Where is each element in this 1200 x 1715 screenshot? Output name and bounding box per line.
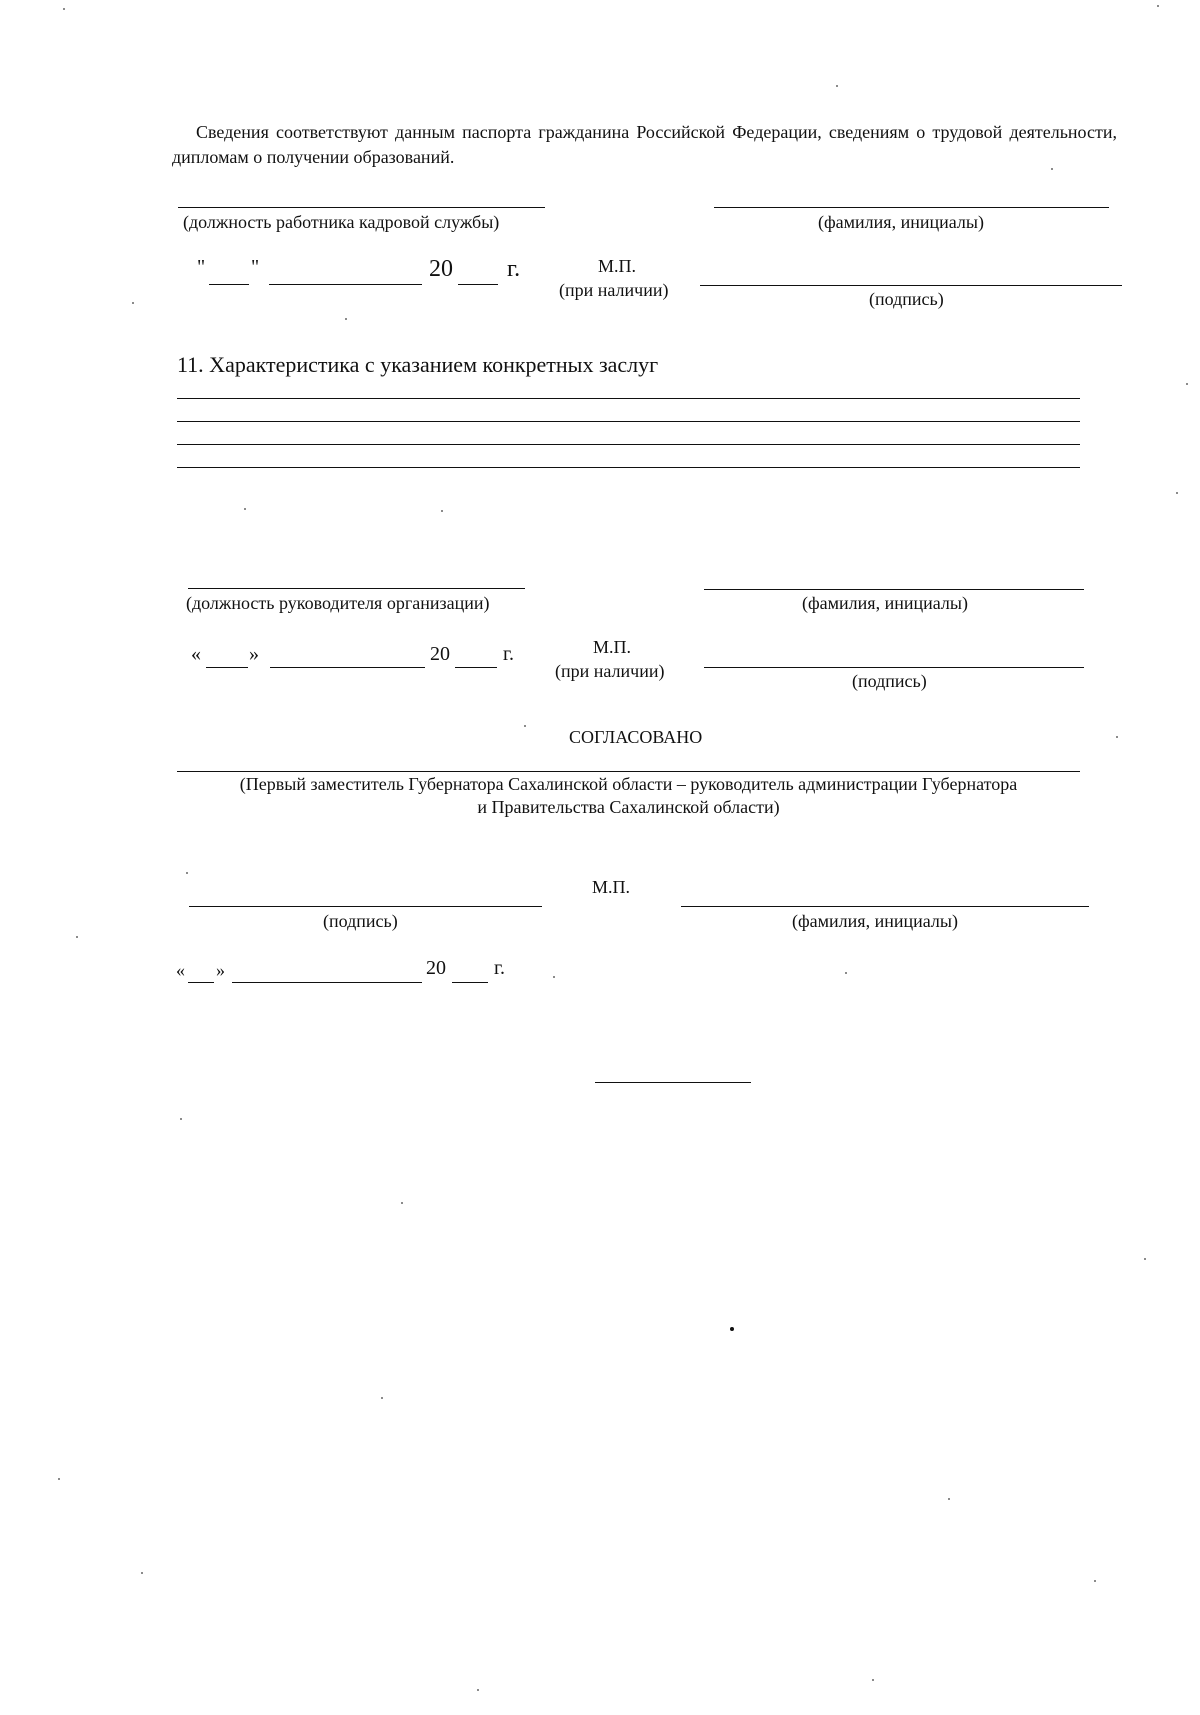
scan-speck bbox=[845, 972, 847, 974]
scan-speck bbox=[63, 8, 65, 10]
approval-name-caption: (фамилия, инициалы) bbox=[792, 911, 958, 931]
scan-speck bbox=[1176, 492, 1178, 494]
head-position-caption: (должность руководителя организации) bbox=[186, 593, 490, 613]
scan-speck bbox=[836, 85, 838, 87]
scan-speck bbox=[948, 1498, 950, 1500]
scan-speck bbox=[76, 936, 78, 938]
head-name-caption: (фамилия, инициалы) bbox=[802, 593, 968, 613]
hr-date-open-quote: " bbox=[197, 256, 206, 278]
hr-name-caption: (фамилия, инициалы) bbox=[818, 212, 984, 232]
scan-speck bbox=[730, 1327, 734, 1331]
head-stamp-note: (при наличии) bbox=[555, 661, 665, 681]
scan-speck bbox=[1186, 383, 1188, 385]
approval-official-caption-2: и Правительства Сахалинской области) bbox=[477, 797, 780, 817]
characteristic-line-3 bbox=[177, 444, 1080, 445]
head-year-prefix: 20 bbox=[430, 643, 450, 665]
scan-speck bbox=[524, 725, 526, 727]
head-month-line bbox=[270, 667, 425, 668]
approval-year-suffix: г. bbox=[494, 957, 505, 979]
approval-stamp: М.П. bbox=[592, 877, 631, 897]
scan-speck bbox=[1116, 736, 1118, 738]
head-position-line bbox=[188, 588, 525, 589]
head-signature-line bbox=[704, 667, 1084, 668]
scan-speck bbox=[180, 1118, 182, 1120]
hr-year-prefix: 20 bbox=[429, 256, 453, 282]
approval-name-line bbox=[681, 906, 1089, 907]
approval-day-line bbox=[188, 982, 214, 983]
characteristic-line-4 bbox=[177, 467, 1080, 468]
hr-signature-caption: (подпись) bbox=[869, 289, 944, 309]
approval-signature-line bbox=[189, 906, 542, 907]
hr-stamp: М.П. bbox=[598, 256, 637, 276]
approval-year-prefix: 20 bbox=[426, 957, 446, 979]
approval-official-line bbox=[177, 771, 1080, 772]
scan-speck bbox=[381, 1397, 383, 1399]
section-11-title: 11. Характеристика с указанием конкретных заслуг bbox=[177, 352, 659, 377]
head-day-line bbox=[206, 667, 248, 668]
hr-signature-line bbox=[700, 285, 1122, 286]
scan-speck bbox=[1094, 1580, 1096, 1582]
hr-date-close-quote: " bbox=[251, 256, 260, 278]
scan-speck bbox=[132, 302, 134, 304]
head-signature-caption: (подпись) bbox=[852, 671, 927, 691]
approval-month-line bbox=[232, 982, 422, 983]
head-date-close-quote: » bbox=[249, 643, 259, 665]
scan-speck bbox=[553, 976, 555, 978]
scan-speck bbox=[1144, 1258, 1146, 1260]
scan-speck bbox=[58, 1478, 60, 1480]
hr-year-line bbox=[458, 284, 498, 285]
hr-position-line bbox=[178, 207, 545, 208]
hr-month-line bbox=[269, 284, 422, 285]
scan-speck bbox=[345, 318, 347, 320]
scan-speck bbox=[1157, 5, 1159, 7]
hr-position-caption: (должность работника кадровой службы) bbox=[183, 212, 500, 232]
hr-year-suffix: г. bbox=[507, 256, 521, 282]
hr-day-line bbox=[209, 284, 249, 285]
scan-speck bbox=[1051, 168, 1053, 170]
approval-signature-caption: (подпись) bbox=[323, 911, 398, 931]
scan-speck bbox=[186, 872, 188, 874]
scan-speck bbox=[141, 1572, 143, 1574]
approval-official-caption-1: (Первый заместитель Губернатора Сахалинской области – руководитель администрации Губернатора bbox=[239, 774, 1018, 794]
head-name-line bbox=[704, 589, 1084, 590]
characteristic-line-2 bbox=[177, 421, 1080, 422]
approval-year-line bbox=[452, 982, 488, 983]
statement-paragraph: Сведения соответствуют данным паспорта гражданина Российской Федерации, сведениям о трудовой деятельности, дипломам о получении образований. bbox=[172, 122, 1117, 167]
hr-name-line bbox=[714, 207, 1109, 208]
head-year-line bbox=[455, 667, 497, 668]
approval-date-open-quote: « bbox=[176, 960, 185, 980]
scan-speck bbox=[441, 510, 443, 512]
scan-speck bbox=[872, 1679, 874, 1681]
characteristic-line-1 bbox=[177, 398, 1080, 399]
head-stamp: М.П. bbox=[593, 637, 632, 657]
scan-speck bbox=[244, 508, 246, 510]
closing-separator-line bbox=[595, 1082, 751, 1083]
scan-speck bbox=[477, 1689, 479, 1691]
approval-title: СОГЛАСОВАНО bbox=[569, 727, 703, 747]
approval-date-close-quote: » bbox=[216, 960, 225, 980]
scan-speck bbox=[401, 1202, 403, 1204]
hr-stamp-note: (при наличии) bbox=[559, 280, 669, 300]
head-date-open-quote: « bbox=[191, 643, 201, 665]
head-year-suffix: г. bbox=[503, 643, 514, 665]
